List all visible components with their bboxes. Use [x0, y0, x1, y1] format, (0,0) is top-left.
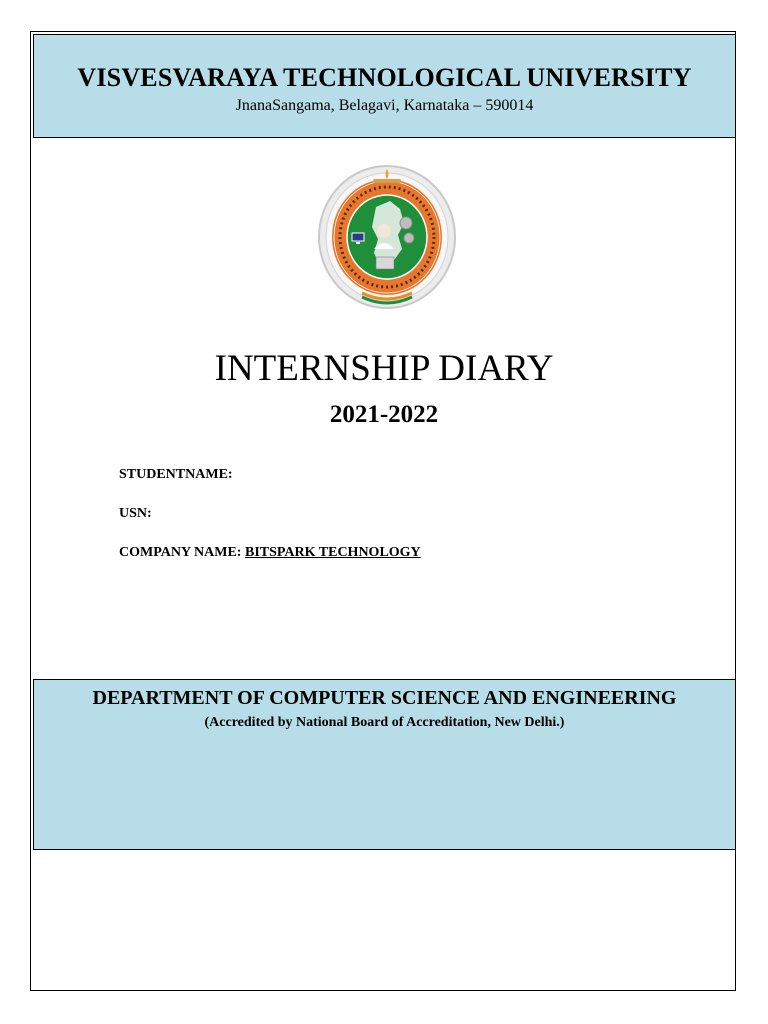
company-name-field: [119, 544, 421, 562]
accreditation-note: (Accredited by National Board of Accreditation, New Delhi.): [204, 715, 565, 730]
university-seal-icon: [318, 165, 456, 311]
academic-year: 2021-2022: [329, 401, 439, 428]
university-header: [33, 34, 736, 138]
student-name-label: STUDENTNAME:: [119, 467, 233, 482]
university-name: VISVESVARAYA TECHNOLOGICAL UNIVERSITY: [77, 63, 692, 92]
company-name-value: BITSPARK TECHNOLOGY: [244, 545, 421, 560]
document-title: INTERNSHIP DIARY: [214, 348, 554, 389]
student-name-field: [119, 466, 233, 484]
usn-label: USN:: [119, 506, 152, 521]
usn-field: [119, 505, 152, 523]
department-name: DEPARTMENT OF COMPUTER SCIENCE AND ENGINEERING: [92, 687, 677, 709]
department-box: [33, 679, 736, 850]
company-name-label: COMPANY NAME:: [119, 545, 242, 560]
university-address: JnanaSangama, Belagavi, Karnataka – 590014: [235, 97, 534, 114]
